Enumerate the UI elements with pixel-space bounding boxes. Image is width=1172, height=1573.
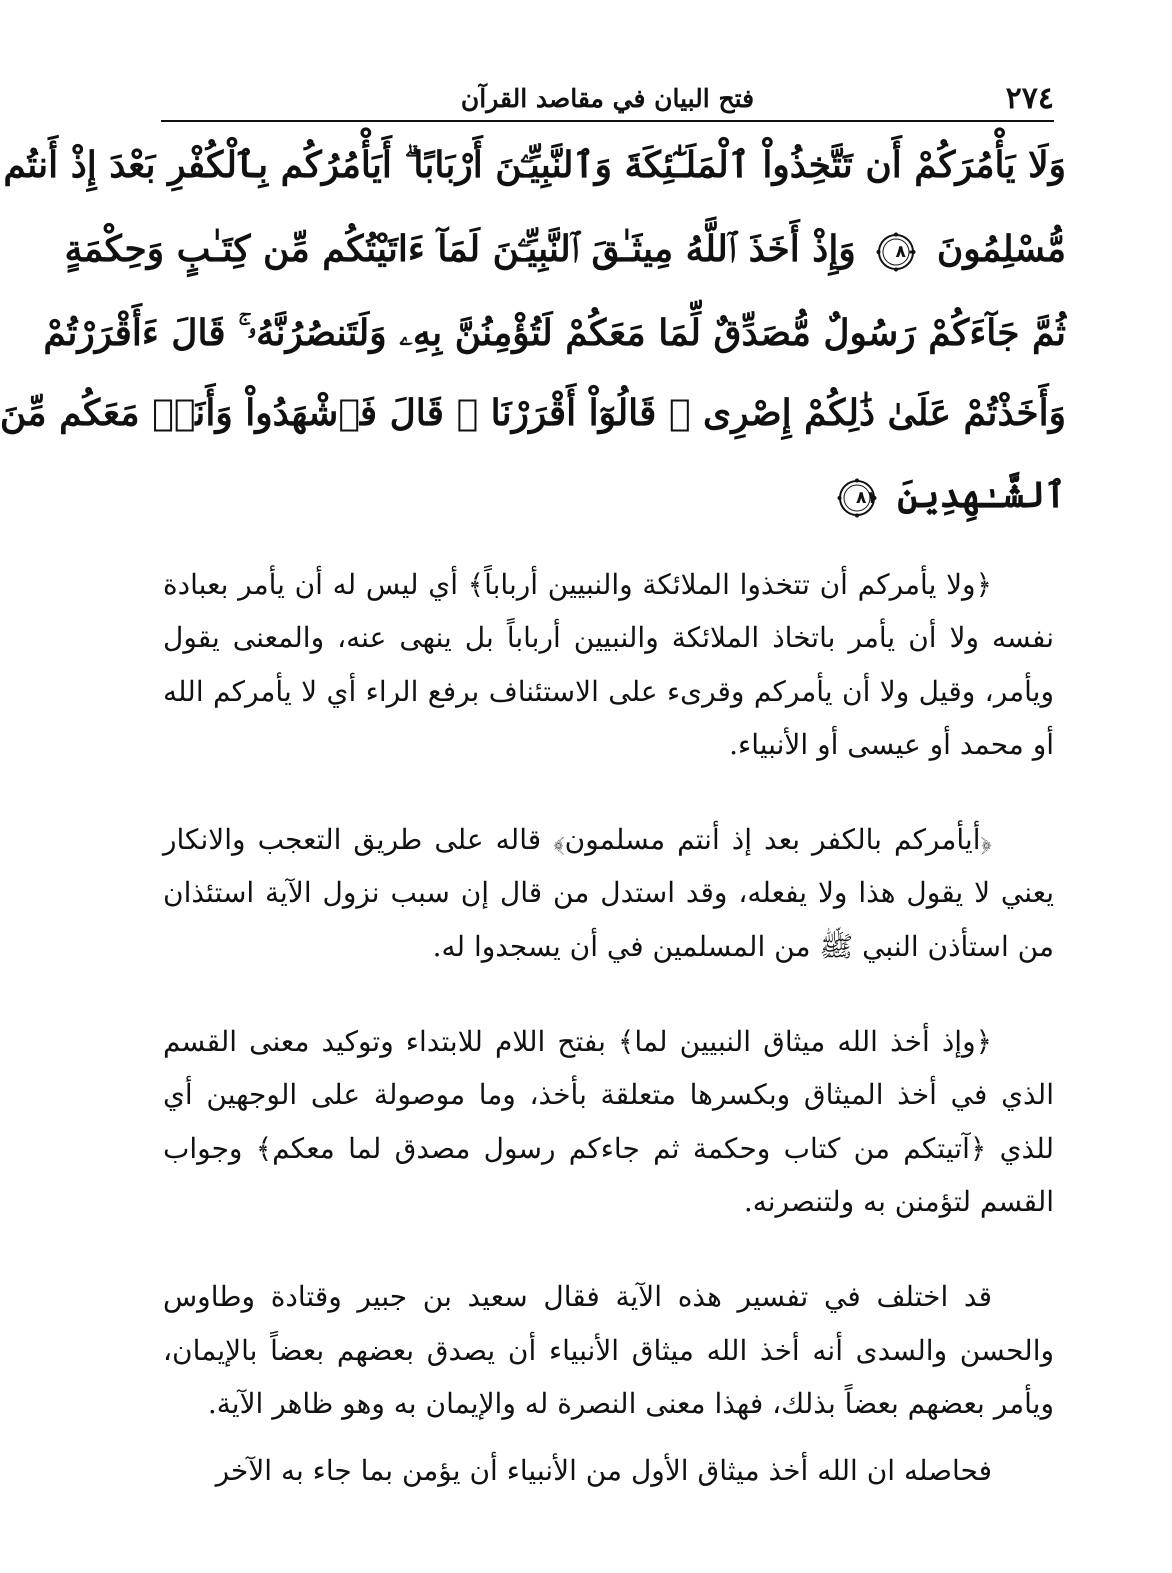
commentary-paragraph: ﴿أيأمركم بالكفر بعد إذ أنتم مسلمون﴾ قاله على طريق التعجب والانكار يعني لا يقول هذا ولا يفعله، وقد استدل من قال إن سبب نزول الآية استئذان من استأذن النبي ﷺ من المسلمين في أن يسجدوا له. — [163, 823, 1054, 963]
quran-line — [153, 462, 1066, 528]
commentary-body — [163, 558, 1054, 1497]
quran-verses — [0, 132, 1066, 532]
quran-line — [43, 300, 1066, 366]
commentary-paragraph: قد اختلف في تفسير هذه الآية فقال سعيد بن جبير وقتادة وطاوس والحسن والسدى أنه أخذ الله ميثاق الأنبياء أن يصدق بعضهم بعضاً بالإيمان، ويأمر بعضهم بعضاً بذلك، فهذا معنى النصرة له والإيمان به وهو ظاهر الآية. — [163, 1280, 1054, 1420]
verse-number: ٨١ — [855, 488, 877, 508]
quran-line-text: مُّسْلِمُونَ — [936, 228, 1066, 270]
verse-end-marker — [837, 478, 877, 518]
quran-line — [0, 380, 1066, 446]
quran-line-text: ٱلشَّـٰهِدِينَ — [897, 474, 1066, 516]
verse-end-marker — [876, 232, 916, 272]
commentary-paragraph: ﴿وإذ أخذ الله ميثاق النبيين لما﴾ بفتح اللام للابتداء وتوكيد معنى القسم الذي في أخذ الميثاق وبكسرها متعلقة بأخذ، وما موصولة على الوجهين أي للذي ﴿آتيتكم من كتاب وحكمة ثم جاءكم رسول مصدق لما معكم﴾ وجواب القسم لتؤمنن به ولتنصرنه. — [163, 1025, 1054, 1218]
commentary-paragraph: ﴿ولا يأمركم أن تتخذوا الملائكة والنبيين أرباباً﴾ أي ليس له أن يأمر بعبادة نفسه ولا أن يأمر باتخاذ الملائكة والنبيين أرباباً بل ينهى عنه، والمعنى يقول ويأمر، وقيل ولا أن يأمركم وقرىء على الاستئناف برفع الراء أي لا يأمركم الله أو محمد أو عيسى أو الأنبياء. — [163, 568, 1054, 761]
running-header — [161, 72, 1054, 122]
quran-line — [3, 132, 1066, 198]
quran-line-text: وَلَا يَأْمُرَكُمْ أَن تَتَّخِذُواْ ٱلْمَلَـٰٓئِكَةَ وَٱلنَّبِيِّـۧنَ أَرْبَابًا ۗ أَيَأْمُرُكُم بِٱلْكُفْرِ بَعْدَ إِذْ أَنتُم — [3, 144, 1066, 186]
commentary-paragraph: فحاصله ان الله أخذ ميثاق الأول من الأنبياء أن يؤمن بما جاء به الآخر — [215, 1454, 992, 1488]
quran-line-text: وَأَخَذْتُمْ عَلَىٰ ذَٰلِكُمْ إِصْرِى ۖ قَالُوٓاْ أَقْرَرْنَا ۚ قَالَ فَٱشْهَدُواْ وَأَنَا۠ مَعَكُم مِّنَ — [0, 392, 1066, 434]
page-number: ٢٧٤ — [1005, 81, 1054, 116]
book-title: فتح البيان في مقاصد القرآن — [460, 84, 755, 113]
verse-number: ٨٠ — [895, 242, 917, 262]
quran-line-text: وَإِذْ أَخَذَ ٱللَّهُ مِيثَـٰقَ ٱلنَّبِيِّـۧنَ لَمَآ ءَاتَيْتُكُم مِّن كِتَـٰبٍ وَحِكْمَةٍ — [64, 228, 856, 270]
quran-line — [64, 216, 1066, 282]
quran-line-text: ثُمَّ جَآءَكُمْ رَسُولٌ مُّصَدِّقٌ لِّمَا مَعَكُمْ لَتُؤْمِنُنَّ بِهِۦ وَلَتَنصُرُنَّهُۥ ۚ قَالَ ءَأَقْرَرْتُمْ — [43, 312, 1066, 354]
